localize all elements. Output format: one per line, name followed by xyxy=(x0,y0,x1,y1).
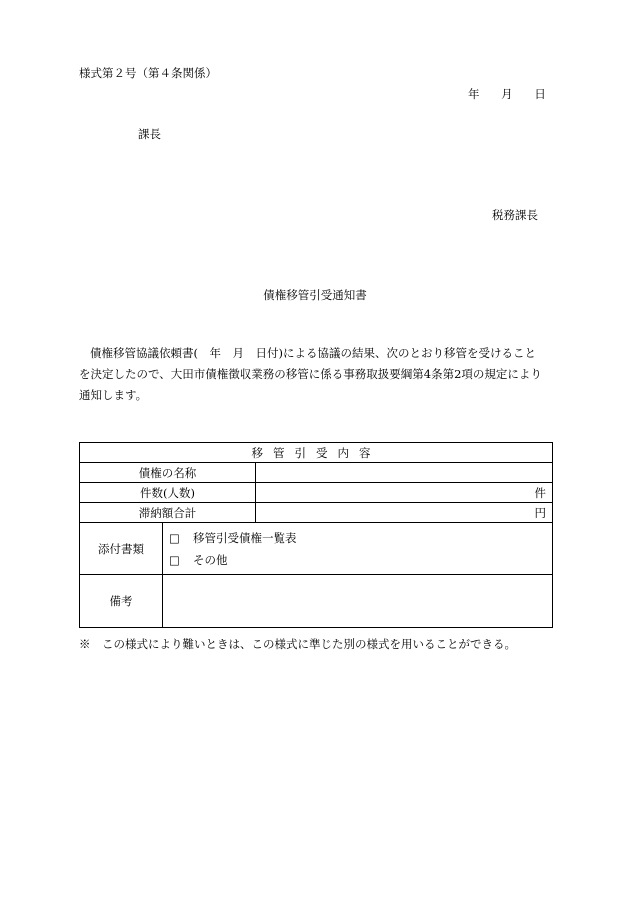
row-value-total: 円 xyxy=(256,503,553,523)
body-text xyxy=(79,343,559,406)
form-number: 様式第２号（第４条関係） xyxy=(79,66,217,80)
body-line-3: 通知します。 xyxy=(79,388,148,402)
table-row xyxy=(80,463,553,483)
attachment-text: 移管引受債権一覧表 xyxy=(193,530,297,545)
date-year: 年 xyxy=(468,87,480,101)
date-line xyxy=(468,86,546,102)
transfer-table xyxy=(79,442,553,628)
document-title: 債権移管引受通知書 xyxy=(263,288,367,302)
date-month: 月 xyxy=(501,87,513,101)
attachments-list xyxy=(163,523,553,575)
checkbox-icon[interactable]: □ xyxy=(169,552,180,567)
footnote: ※ この様式により難いときは、この様式に準じた別の様式を用いることができる。 xyxy=(79,637,516,651)
row-value-claim-name xyxy=(256,463,553,483)
row-label-claim-name: 債権の名称 xyxy=(80,463,256,483)
attachment-item xyxy=(169,549,546,571)
table-row xyxy=(80,575,553,628)
date-day: 日 xyxy=(534,87,546,101)
remarks-value xyxy=(163,575,553,628)
table-row xyxy=(80,523,553,575)
row-label-total: 滞納額合計 xyxy=(80,503,256,523)
row-label-count: 件数(人数) xyxy=(80,483,256,503)
body-line-1: 債権移管協議依頼書( 年 月 日付)による協議の結果、次のとおり移管を受けること xyxy=(90,346,536,360)
table-header: 移管引受内容 xyxy=(80,443,553,463)
addressee: 課長 xyxy=(138,127,161,141)
attachment-item xyxy=(169,527,546,549)
attachments-label: 添付書類 xyxy=(80,523,163,575)
remarks-label: 備考 xyxy=(80,575,163,628)
table-row xyxy=(80,483,553,503)
row-value-count: 件 xyxy=(256,483,553,503)
attachment-text: その他 xyxy=(193,552,228,567)
table-row xyxy=(80,503,553,523)
sender: 税務課長 xyxy=(492,208,538,222)
body-line-2: を決定したので、大田市債権徴収業務の移管に係る事務取扱要綱第4条第2項の規定により xyxy=(79,367,542,381)
checkbox-icon[interactable]: □ xyxy=(169,530,180,545)
